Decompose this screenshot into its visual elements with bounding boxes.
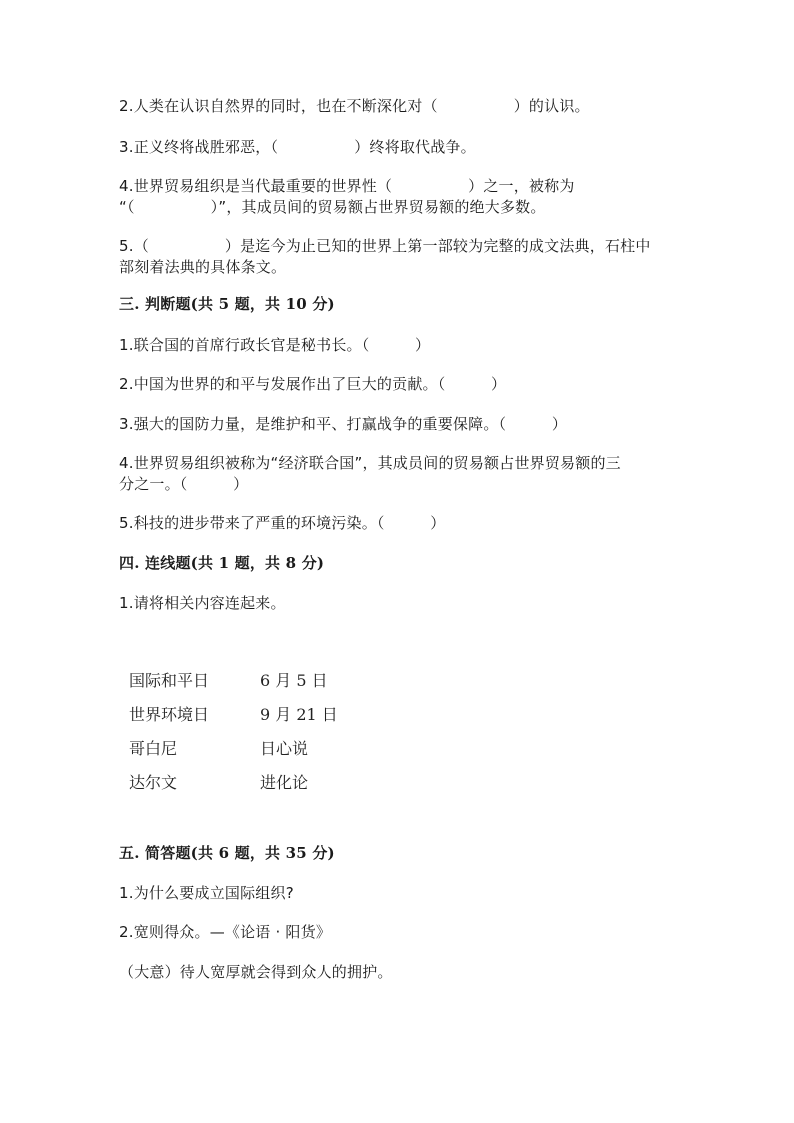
judge-question-5: 5.科技的进步带来了严重的环境污染。（ ） — [119, 514, 446, 532]
match-left-item: 哥白尼 — [129, 739, 178, 758]
match-right-item: 9 月 21 日 — [260, 705, 338, 724]
match-right-item: 日心说 — [260, 739, 309, 758]
match-right-item: 6 月 5 日 — [260, 671, 328, 690]
section-heading-match: 四. 连线题(共 1 题，共 8 分) — [119, 554, 325, 572]
fill-question-3: 3.正义终将战胜邪恶，（ ）终将取代战争。 — [119, 138, 476, 156]
judge-question-3: 3.强大的国防力量，是维护和平、打赢战争的重要保障。（ ） — [119, 415, 568, 433]
short-question-2: 2.宽则得众。—《论语 · 阳货》 — [119, 923, 332, 941]
match-left-item: 达尔文 — [129, 773, 178, 792]
short-question-1: 1.为什么要成立国际组织? — [119, 884, 294, 902]
section-heading-short-answer: 五. 简答题(共 6 题，共 35 分) — [119, 844, 335, 862]
match-left-item: 国际和平日 — [129, 671, 210, 690]
judge-question-4-line-2: 分之一。（ ） — [119, 475, 249, 493]
fill-question-4-line-1: 4.世界贸易组织是当代最重要的世界性（ ）之一，被称为 — [119, 177, 575, 195]
fill-question-5-line-2: 部刻着法典的具体条文。 — [119, 258, 287, 276]
match-right-item: 进化论 — [260, 773, 309, 792]
judge-question-2: 2.中国为世界的和平与发展作出了巨大的贡献。（ ） — [119, 375, 507, 393]
fill-question-4-line-2: “（ ）”，其成员间的贸易额占世界贸易额的绝大多数。 — [119, 198, 546, 216]
judge-question-1: 1.联合国的首席行政长官是秘书长。（ ） — [119, 336, 431, 354]
match-prompt: 1.请将相关内容连起来。 — [119, 594, 286, 612]
section-heading-judge: 三. 判断题(共 5 题，共 10 分) — [119, 295, 335, 313]
judge-question-4-line-1: 4.世界贸易组织被称为“经济联合国”，其成员间的贸易额占世界贸易额的三 — [119, 454, 621, 472]
short-question-2-note: （大意）待人宽厚就会得到众人的拥护。 — [119, 963, 393, 981]
fill-question-2: 2.人类在认识自然界的同时，也在不断深化对（ ）的认识。 — [119, 97, 590, 115]
match-left-item: 世界环境日 — [129, 705, 210, 724]
fill-question-5-line-1: 5.（ ）是迄今为止已知的世界上第一部较为完整的成文法典，石柱中 — [119, 237, 651, 255]
